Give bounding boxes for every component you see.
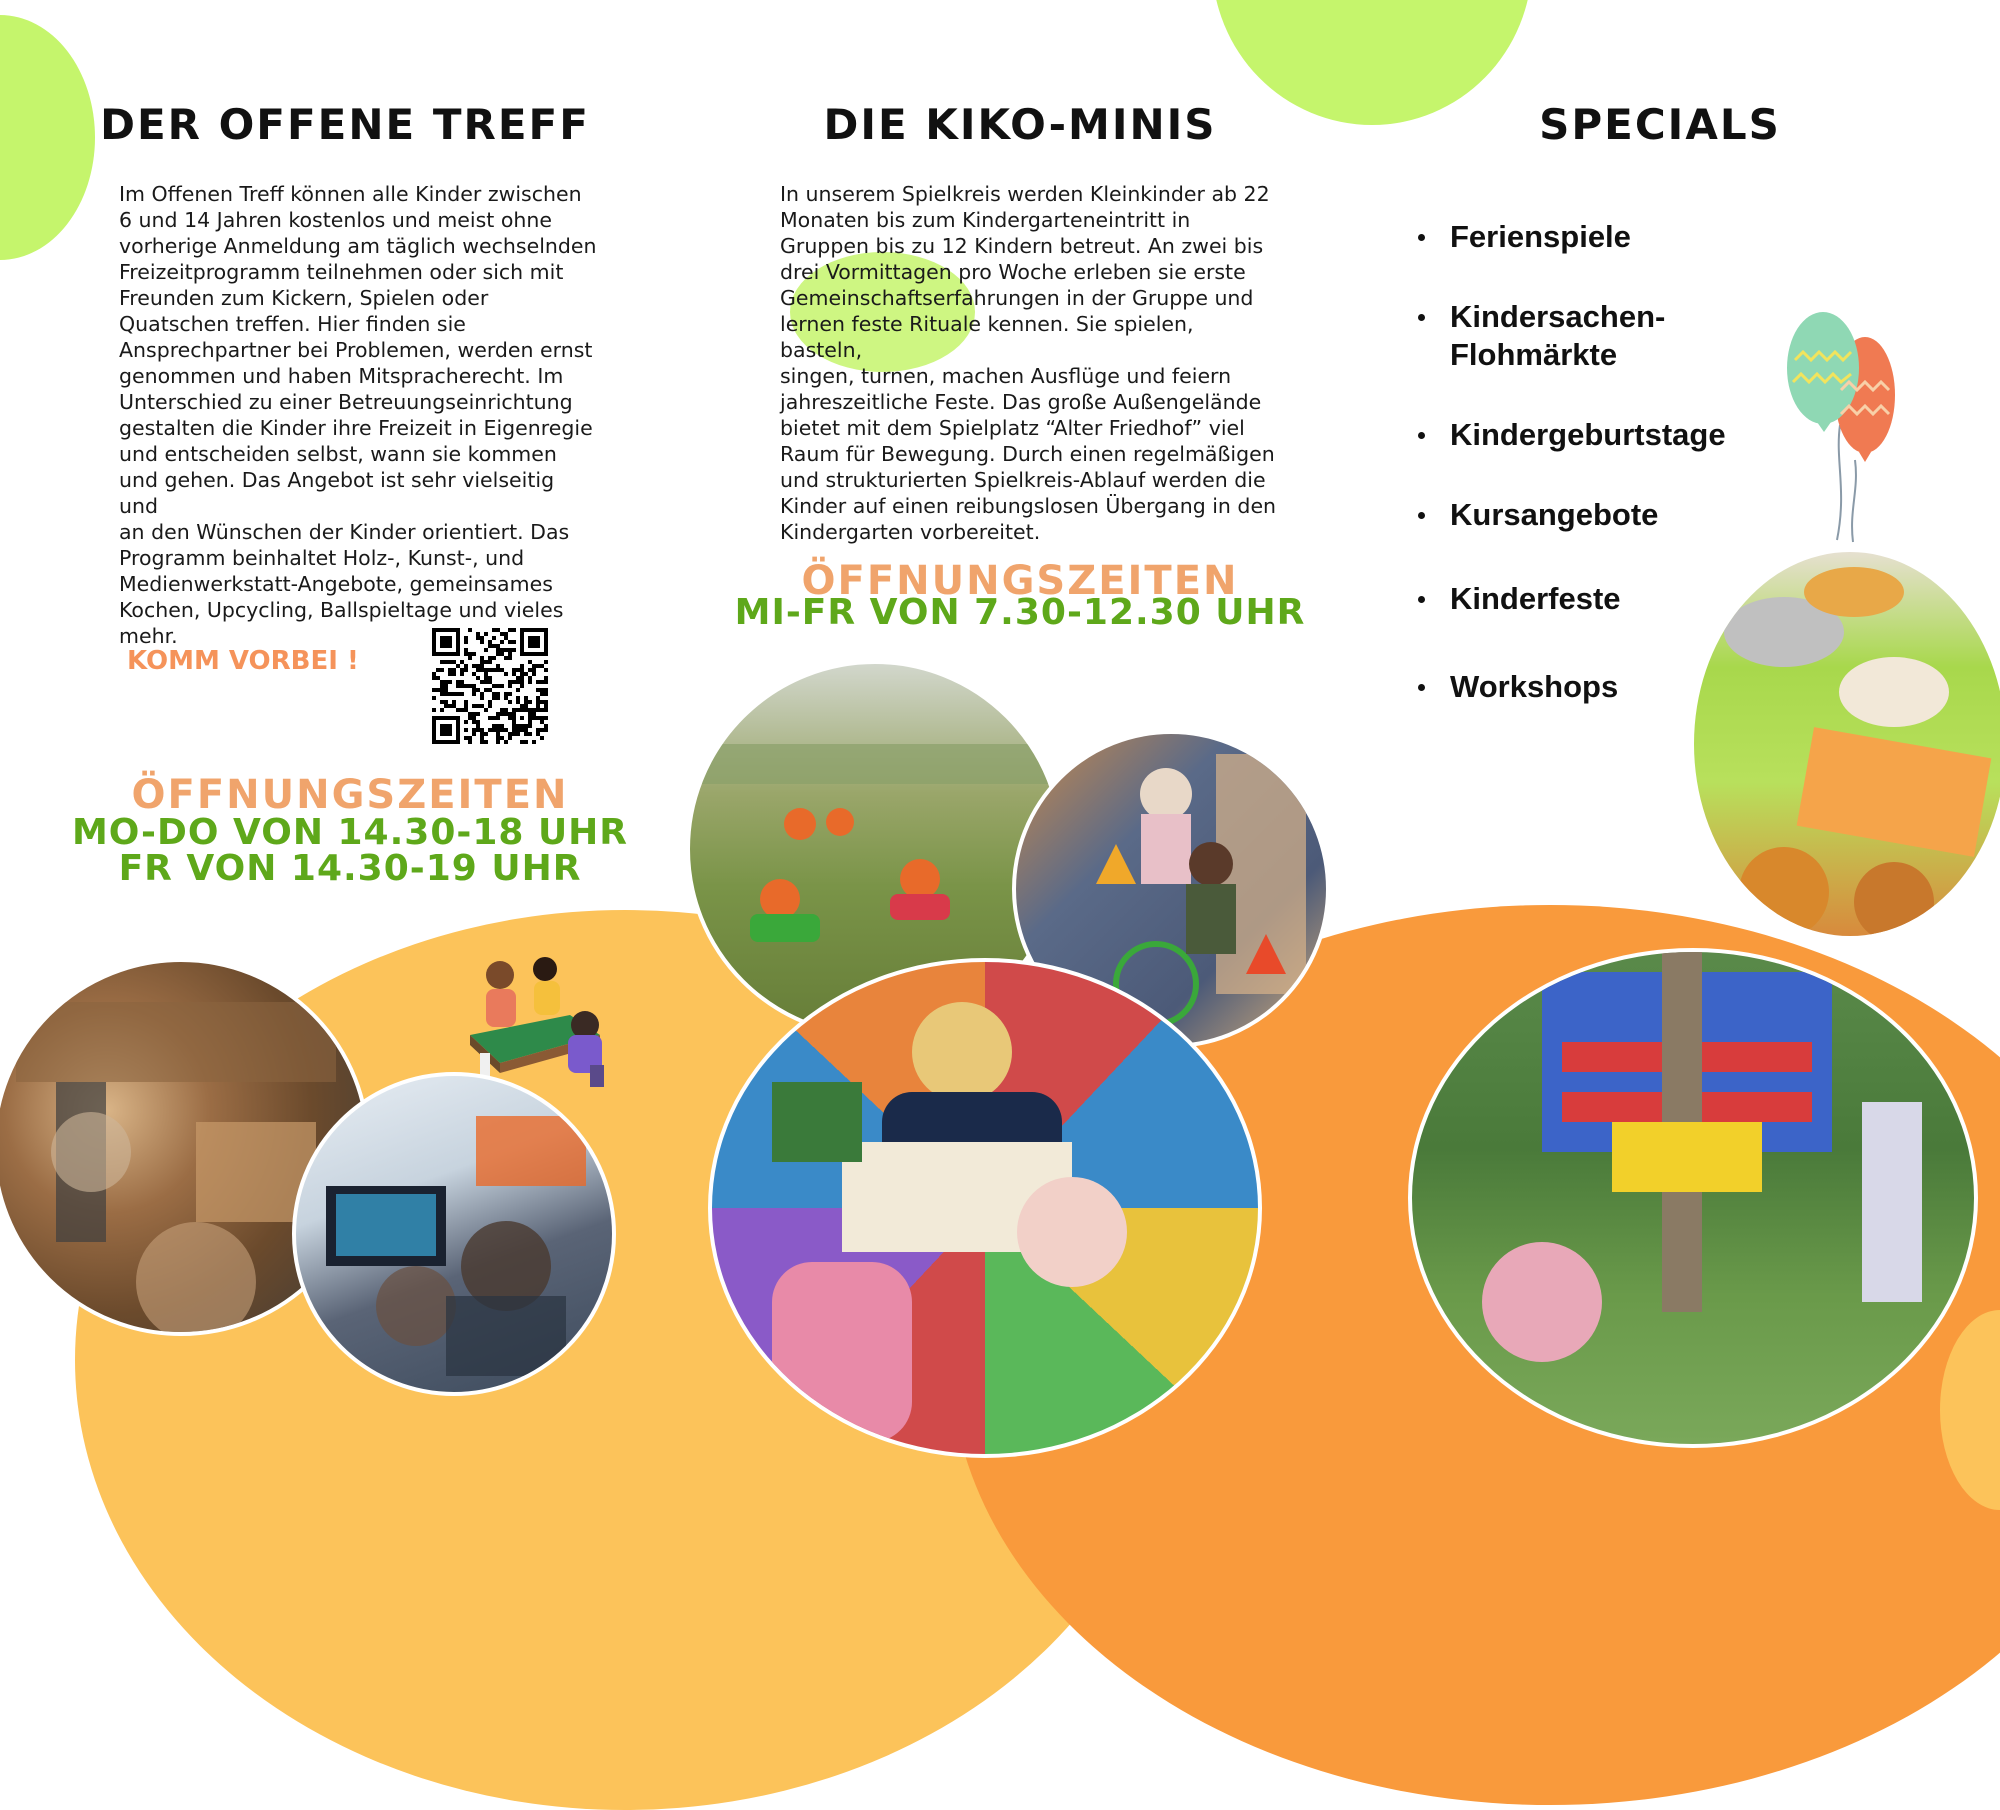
kiko-minis-text-line: bietet mit dem Spielplatz “Alter Friedhof” viel <box>780 416 1245 440</box>
kiko-minis-text-line: singen, turnen, machen Ausflüge und feiern <box>780 364 1232 388</box>
offener-treff-text-line: 6 und 14 Jahren kostenlos und meist ohne <box>119 208 552 232</box>
kiko-minis-text-line: Gruppen bis zu 12 Kindern betreut. An zwei bis <box>780 234 1264 258</box>
offener-treff-hours-mo-do: MO-DO VON 14.30-18 UHR <box>71 812 629 853</box>
offener-treff-text-line: Medienwerkstatt-Angebote, gemeinsames <box>119 572 553 596</box>
specials-item: Workshops <box>1410 668 1726 706</box>
kiko-minis-text-line: Kindergarten vorbereitet. <box>780 520 1041 544</box>
balloons-icon <box>1785 310 1895 545</box>
offener-treff-text-line: Freizeitprogramm teilnehmen oder sich mit <box>119 260 564 284</box>
offener-treff-text-line: Unterschied zu einer Betreuungseinrichtung <box>119 390 573 414</box>
heading-kiko-minis: DIE KIKO-MINIS <box>823 100 1217 149</box>
specials-item: Kindersachen- Flohmärkte <box>1410 298 1726 374</box>
offener-treff-text-line: an den Wünschen der Kinder orientiert. Das <box>119 520 570 544</box>
kiko-minis-text-line: Raum für Bewegung. Durch einen regelmäßigen <box>780 442 1275 466</box>
offener-treff-text-line: Kochen, Upcycling, Ballspieltage und vieles <box>119 598 564 622</box>
offener-treff-text-line: Quatschen treffen. Hier finden sie <box>119 312 466 336</box>
offener-treff-text-line: vorherige Anmeldung am täglich wechselnden <box>119 234 597 258</box>
specials-item: Ferienspiele <box>1410 218 1726 256</box>
specials-list <box>1410 218 1726 706</box>
offener-treff-text-line: und entscheiden selbst, wann sie kommen <box>119 442 557 466</box>
offener-treff-text-line: genommen und haben Mitspracherecht. Im <box>119 364 564 388</box>
offener-treff-text-line: Programm beinhaltet Holz-, Kunst-, und <box>119 546 525 570</box>
heading-offener-treff: DER OFFENE TREFF <box>100 100 590 149</box>
offener-treff-text-line: gestalten die Kinder ihre Freizeit in Eigenregie <box>119 416 593 440</box>
photo-reading-carpet <box>708 958 1262 1458</box>
kiko-minis-description <box>780 181 1280 545</box>
heading-specials: SPECIALS <box>1539 100 1781 149</box>
kiko-minis-text-line: drei Vormittagen pro Woche erleben sie erste <box>780 260 1246 284</box>
offener-treff-text-line: Im Offenen Treff können alle Kinder zwischen <box>119 182 582 206</box>
qr-code-icon[interactable] <box>432 628 548 744</box>
specials-item: Kindergeburtstage <box>1410 416 1726 454</box>
lime-blob-top-left <box>0 15 95 260</box>
photo-computer-room <box>292 1072 616 1396</box>
kiko-minis-text-line: Gemeinschaftserfahrungen in der Gruppe und <box>780 286 1254 310</box>
photo-buffet <box>1690 548 2000 940</box>
kiko-minis-text-line: In unserem Spielkreis werden Kleinkinder ab 22 <box>780 182 1270 206</box>
offener-treff-text-line: und gehen. Das Angebot ist sehr vielseitig und <box>119 468 555 518</box>
kiko-minis-text-line: Monaten bis zum Kindergarteneintritt in <box>780 208 1191 232</box>
kiko-minis-hours-title: ÖFFNUNGSZEITEN <box>801 558 1239 604</box>
specials-item: Kinderfeste <box>1410 580 1726 618</box>
kids-foosball-icon <box>450 955 620 1090</box>
offener-treff-text-line: Freunden zum Kickern, Spielen oder <box>119 286 489 310</box>
offener-treff-text-line: Ansprechpartner bei Problemen, werden ernst <box>119 338 593 362</box>
komm-vorbei-label: KOMM VORBEI ! <box>127 646 359 676</box>
offener-treff-text-line: mehr. <box>119 624 178 648</box>
offener-treff-hours-title: ÖFFNUNGSZEITEN <box>131 772 569 818</box>
kiko-minis-text-line: jahreszeitliche Feste. Das große Außengelände <box>780 390 1262 414</box>
kiko-minis-text-line: und strukturierten Spielkreis-Ablauf werden die <box>780 468 1266 492</box>
kiko-minis-text-line: lernen feste Rituale kennen. Sie spielen, basteln, <box>780 312 1194 362</box>
specials-item: Kursangebote <box>1410 496 1726 534</box>
kiko-minis-text-line: Kinder auf einen reibungslosen Übergang in den <box>780 494 1277 518</box>
photo-bouncy-castle <box>1408 948 1978 1448</box>
kiko-minis-hours: MI-FR VON 7.30-12.30 UHR <box>734 592 1306 633</box>
offener-treff-description <box>119 181 599 649</box>
offener-treff-hours-fr: FR VON 14.30-19 UHR <box>118 848 582 889</box>
